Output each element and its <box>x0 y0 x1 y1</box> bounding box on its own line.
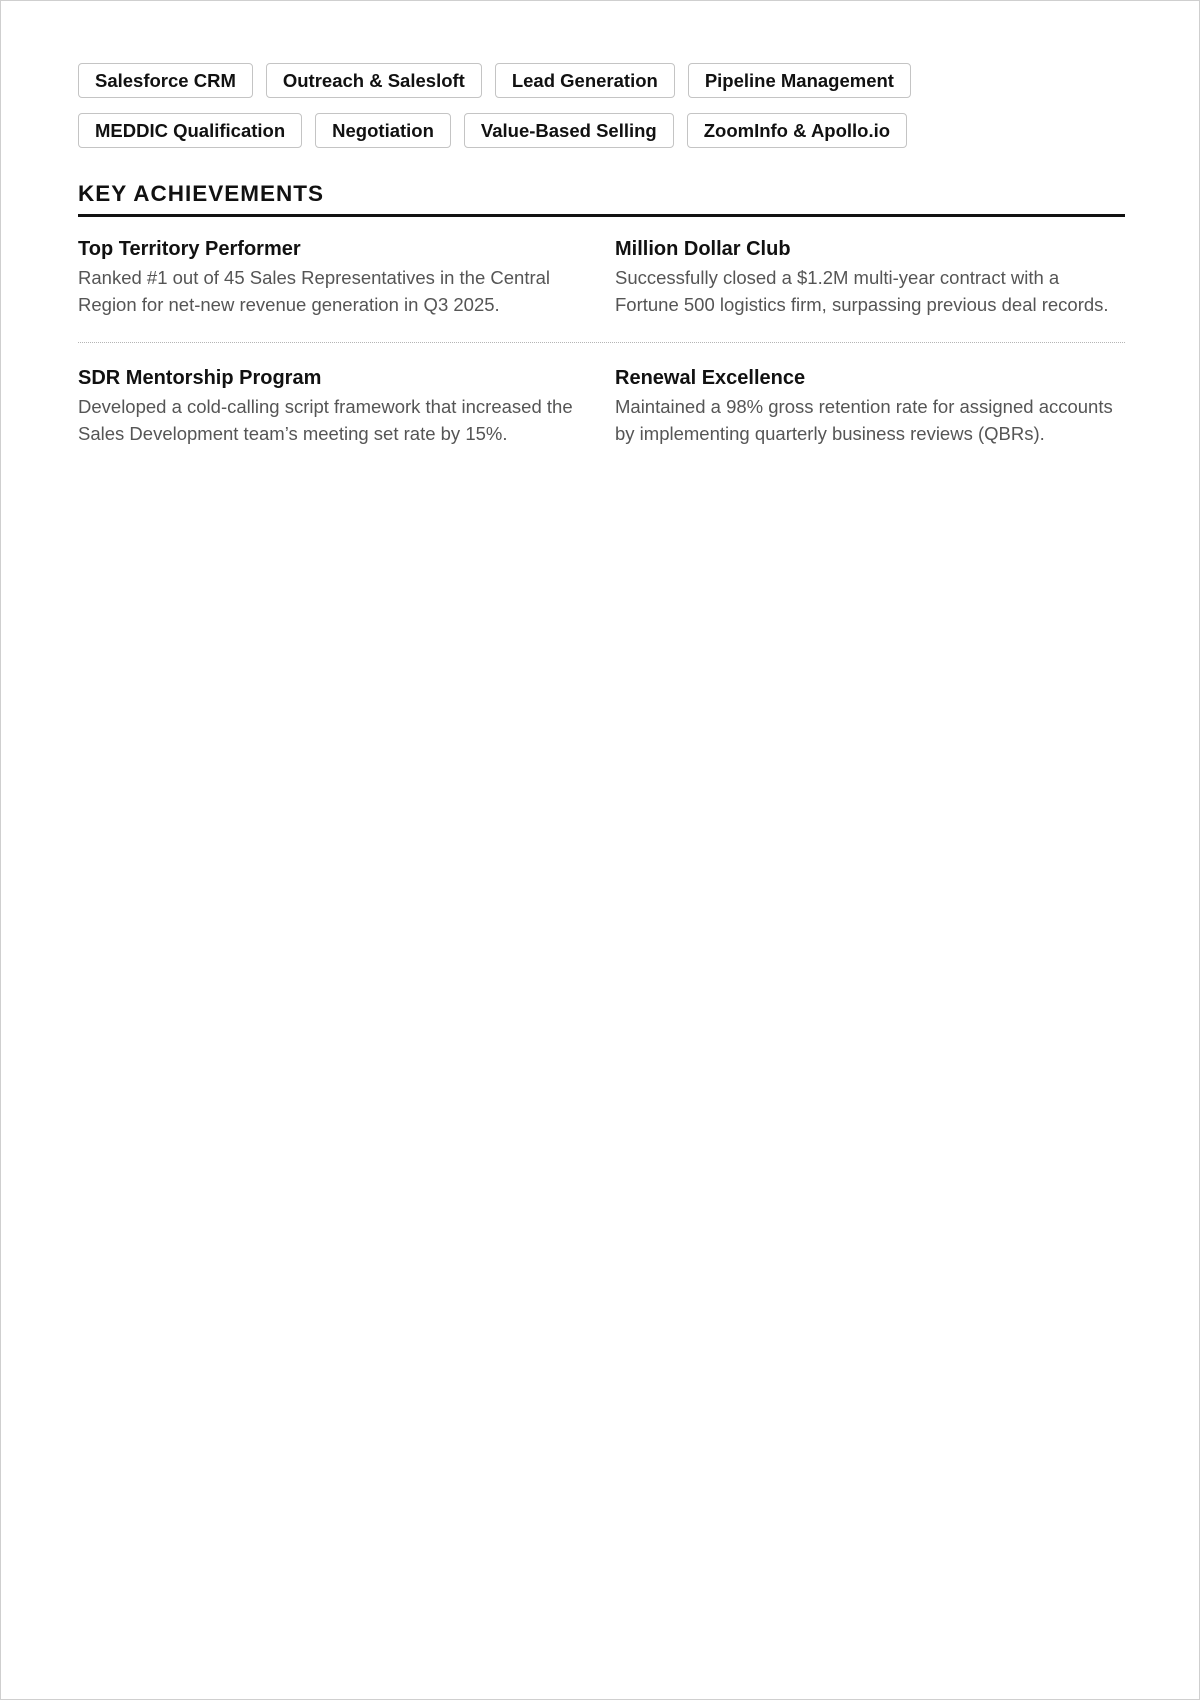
resume-content <box>78 63 1125 447</box>
achievement-item <box>78 237 578 318</box>
key-achievements-heading: KEY ACHIEVEMENTS <box>78 181 1125 217</box>
skill-tag: Value-Based Selling <box>464 113 674 148</box>
achievement-description: Successfully closed a $1.2M multi-year contract with a Fortune 500 logistics firm, surpassing previous deal records. <box>615 267 1109 315</box>
skill-tag: ZoomInfo & Apollo.io <box>687 113 907 148</box>
skill-tag: Negotiation <box>315 113 451 148</box>
achievement-title: Renewal Excellence <box>615 367 806 389</box>
skill-tag: MEDDIC Qualification <box>78 113 302 148</box>
achievement-description: Ranked #1 out of 45 Sales Representatives in the Central Region for net-new revenue generation in Q3 2025. <box>78 267 551 315</box>
achievement-item <box>615 237 1125 318</box>
skill-tag: Pipeline Management <box>688 63 911 98</box>
achievement-description: Developed a cold-calling script framework that increased the Sales Development team’s meeting set rate by 15%. <box>78 396 573 444</box>
achievement-title: Top Territory Performer <box>78 238 301 260</box>
achievements-row <box>78 343 1125 447</box>
achievements-row <box>78 217 1125 343</box>
achievement-item <box>615 366 1125 447</box>
achievement-item <box>78 366 578 447</box>
skills-tag-list <box>78 63 978 148</box>
skill-tag: Lead Generation <box>495 63 675 98</box>
achievement-description: Maintained a 98% gross retention rate for assigned accounts by implementing quarterly business reviews (QBRs). <box>615 396 1113 444</box>
skill-tag: Outreach & Salesloft <box>266 63 482 98</box>
achievement-title: Million Dollar Club <box>615 238 791 260</box>
achievement-title: SDR Mentorship Program <box>78 367 322 389</box>
skill-tag: Salesforce CRM <box>78 63 253 98</box>
